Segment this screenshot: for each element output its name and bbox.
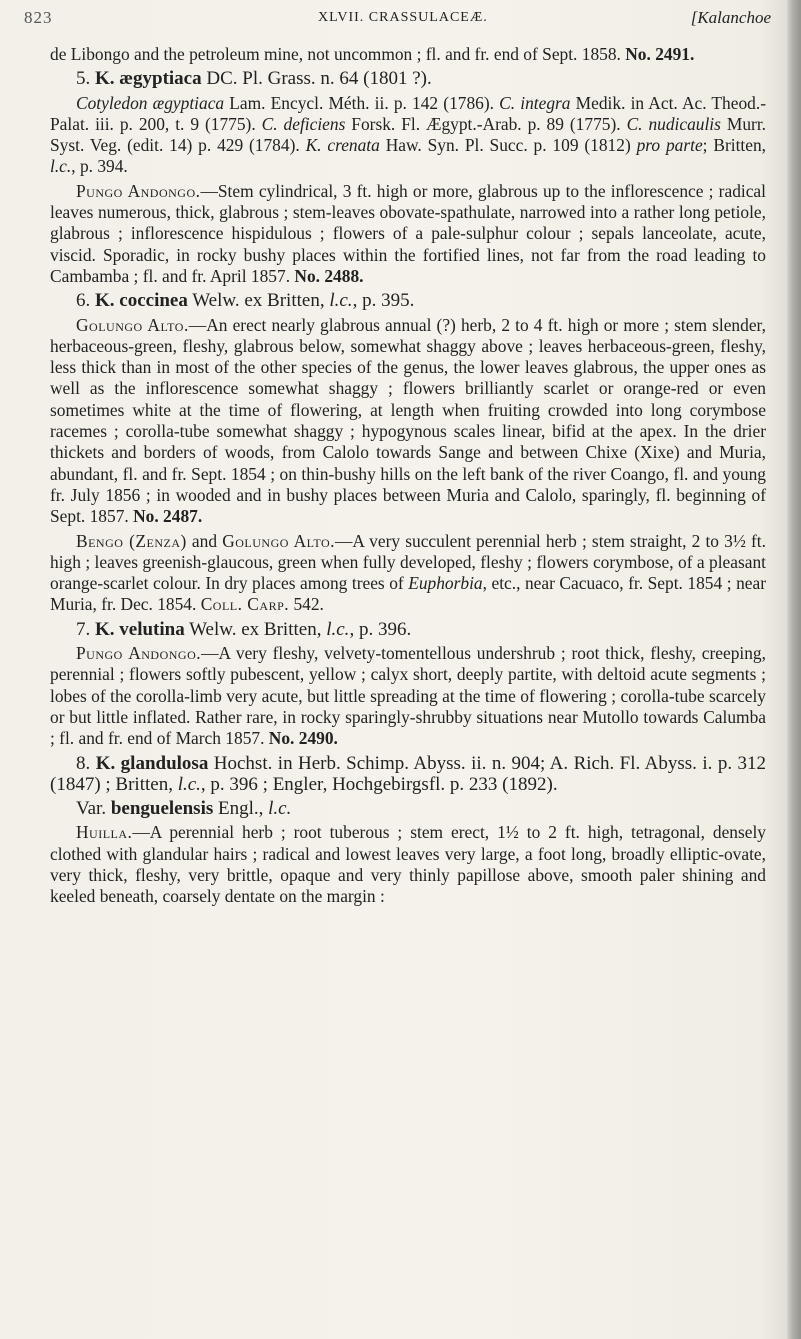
taxon-name: l.c. bbox=[50, 156, 72, 177]
paragraph: Golungo Alto.—An erect nearly glabrous annual (?) herb, 2 to 4 ft. high or more ; stem slender, herbaceous-green, fleshy, glabrous below, somewhat shaggy above ; leaves herbaceous-green, fleshy, less thick than in most of the other species of the genus, the lower leaves glabrous, the upper ones as well as the inflorescence somewhat shaggy ; flowers brilliantly scarlet or orange-red or even sometimes white at the time of flowering, at length when fruiting crowded into long corymbose racemes ; corolla-tube somewhat shaggy ; hypogynous scales linear, bifid at the apex. In the drier thickets and borders of woods, from Calolo towards Sange and between Chixe (Xixe) and Muria, abundant, fl. and fr. Sept. 1854 ; on thin-bushy hills on the left bank of the river Coango, fl. and young fr. July 1856 ; in wooded and in bushy places between Muria and Calolo, sparingly, fl. beginning of Sept. 1857. No. 2487. bbox=[50, 314, 766, 527]
taxon-name: C. integra bbox=[499, 92, 571, 113]
synonymy: Cotyledon ægyptiaca Lam. Encycl. Méth. ii. p. 142 (1786). C. integra Medik. in Act. Ac. Theod.-Palat. iii. p. 200, t. 9 (1775). C. deficiens Forsk. Fl. Ægypt.-Arab. p. 89 (1775). C. nudicaulis Murr. Syst. Veg. (edit. 14) p. 429 (1784). K. crenata Haw. Syn. Pl. Succ. p. 109 (1812) pro parte; Britten, l.c., p. 394. bbox=[50, 92, 766, 177]
taxon-name: C. nudicaulis bbox=[626, 113, 721, 134]
collection-number: No. 2488. bbox=[294, 265, 364, 286]
page-edge-shadow bbox=[787, 0, 801, 1339]
paragraph: Bengo (Zenza) and Golungo Alto.—A very succulent perennial herb ; stem straight, 2 to 3½ ft. high ; leaves greenish-glaucous, green when fully developed, fleshy ; flowers corymbose, of a pleasant orange-scarlet colour. In dry places among trees of Euphorbia, etc., near Cacuaco, fr. Sept. 1854 ; near Muria, fr. Dec. 1854. Coll. Carp. 542. bbox=[50, 530, 766, 615]
locality: Golungo Alto. bbox=[76, 314, 189, 335]
body-text bbox=[50, 44, 766, 911]
species-entry: 5. K. ægyptiaca DC. Pl. Grass. n. 64 (1801 ?). bbox=[76, 68, 432, 90]
running-header bbox=[24, 8, 771, 34]
locality: Bengo (Zenza) bbox=[76, 530, 187, 551]
species-name: K. coccinea bbox=[95, 290, 188, 312]
species-name: K. glandulosa bbox=[95, 752, 209, 774]
paragraph: de Libongo and the petroleum mine, not uncommon ; fl. and fr. end of Sept. 1858. No. 2491. bbox=[50, 44, 695, 64]
species-name: K. velutina bbox=[95, 618, 185, 640]
paragraph: Pungo Andongo.—A very fleshy, velvety-tomentellous undershrub ; root thick, fleshy, creeping, perennial ; flowers softly pubescent, yellow ; calyx short, deeply partite, with deltoid acute segments ; lobes of the corolla-limb very acute, but little spreading at the time of flowering ; corolla-tube scarcely or but little inflated. Rather rare, in rocky sparingly-shrubby situations near Mutollo towards Calumba ; fl. and fr. end of March 1857. No. 2490. bbox=[50, 643, 766, 749]
species-entry: 6. K. coccinea Welw. ex Britten, l.c., p. 395. bbox=[76, 290, 415, 312]
taxon-name: Cotyledon ægyptiaca bbox=[76, 92, 225, 113]
locality: Golungo Alto. bbox=[222, 530, 336, 551]
species-entry: 8. K. glandulosa Hochst. in Herb. Schimp. Abyss. ii. n. 904; A. Rich. Fl. Abyss. i. p. 312 (1847) ; Britten, l.c., p. 396 ; Engler, Hochgebirgsfl. p. 233 (1892). bbox=[50, 752, 767, 795]
paragraph: Huilla.—A perennial herb ; root tuberous ; stem erect, 1½ to 2 ft. high, tetragonal, densely clothed with glandular hairs ; radical and lowest leaves very large, a foot long, broadly elliptic-ovate, very thick, fleshy, very brittle, opaque and very thinly papillose above, smooth paler shining and keeled beneath, coarsely dentate on the margin : bbox=[50, 822, 766, 907]
taxon-name: C. deficiens bbox=[261, 113, 346, 134]
page-number: 823 bbox=[24, 8, 53, 27]
locality: Pungo Andongo. bbox=[76, 180, 201, 201]
section-title: XLVII. CRASSULACEÆ. bbox=[318, 10, 488, 25]
genus-header: [Kalanchoe bbox=[690, 8, 771, 27]
locality: Pungo Andongo. bbox=[76, 643, 202, 664]
collection-number: No. 2490. bbox=[268, 728, 338, 749]
taxon-name: K. crenata bbox=[305, 135, 380, 156]
collection-number: No. 2487. bbox=[133, 506, 203, 527]
paragraph: Pungo Andongo.—Stem cylindrical, 3 ft. high or more, glabrous up to the inflorescence ; radical leaves numerous, thick, glabrous ; stem-leaves obovate-spathulate, narrowed into a rather long petiole, glabrous ; inflorescence hispidulous ; flowers of a pale-sulphur colour ; sepals lanceolate, acute, viscid. Sporadic, in rocky bushy places within the fortified lines, not far from the road leading to Cambamba ; fl. and fr. April 1857. No. 2488. bbox=[50, 180, 766, 286]
taxon-name: pro parte bbox=[636, 135, 703, 156]
locality: Huilla. bbox=[76, 822, 133, 843]
species-name: K. ægyptiaca bbox=[95, 68, 202, 90]
collection-number: No. 2491. bbox=[625, 44, 695, 64]
collection-label: Coll. Carp. bbox=[200, 594, 290, 615]
variety-entry: Var. benguelensis Engl., l.c. bbox=[76, 798, 292, 820]
species-entry: 7. K. velutina Welw. ex Britten, l.c., p. 396. bbox=[76, 618, 412, 640]
variety-name: benguelensis bbox=[110, 798, 214, 820]
